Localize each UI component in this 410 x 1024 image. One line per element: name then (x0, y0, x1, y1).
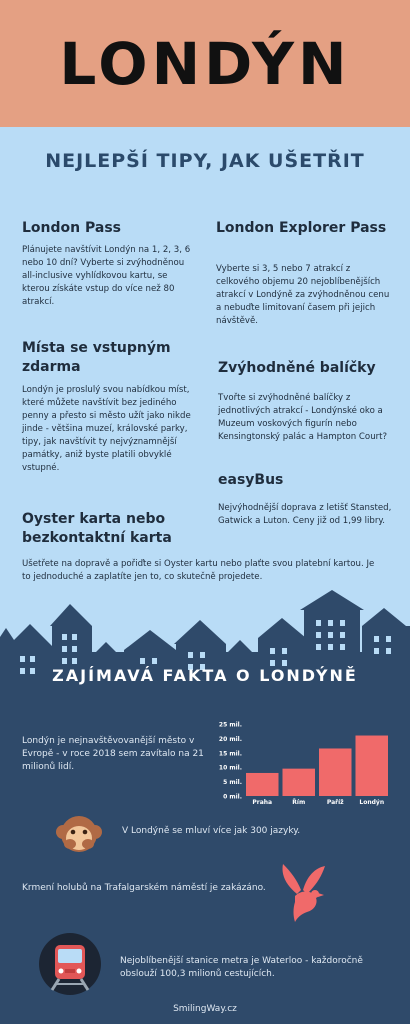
y-tick-label: 15 mil. (218, 750, 242, 758)
y-tick-label: 20 mil. (218, 735, 242, 743)
y-tick-label: 25 mil. (218, 721, 242, 729)
tip-title-free-places: Místa se vstupným zdarma (22, 340, 171, 375)
metro-train-icon (38, 932, 102, 996)
pigeon-icon (275, 862, 335, 924)
tip-text-free-places: Londýn je proslulý svou nabídkou míst, které můžete navštívit bez jediného penny a přesto si město užít jako nikde jinde - většina muzeí, královské parky, tipy, jak navštívit ty nejvýznamnější památky, aniž byste platili obvyklé vstupné. (22, 385, 191, 473)
y-tick-label: 10 mil. (218, 764, 242, 772)
x-tick-label: Řím (292, 799, 306, 806)
fact-text-pigeons: Krmení holubů na Trafalgarském náměstí je zakázáno. (22, 883, 266, 893)
tip-text-explorer-pass: Vyberte si 3, 5 nebo 7 atrakcí z celkového objemu 20 nejoblíbenějších atrakcí v Londýně za zvýhodněnou cenu a nebuďte limitovaní časem při jejich návštěvě. (216, 264, 390, 326)
fact-text-visitors: Londýn je nejnavštěvovanější město v Evropě - v roce 2018 sem zavítalo na 21 milionů lidí. (22, 736, 204, 772)
tip-title-explorer-pass: London Explorer Pass (216, 220, 387, 236)
visitors-bar-chart (215, 718, 395, 810)
x-tick-label: Praha (252, 799, 273, 806)
x-tick-label: Paříž (326, 799, 344, 806)
tip-title-easybus: easyBus (218, 472, 284, 488)
monkey-icon (55, 810, 103, 858)
y-tick-label: 0 mil. (223, 793, 242, 801)
bar-londýn (356, 736, 389, 796)
tip-text-london-pass: Plánujete navštívit Londýn na 1, 2, 3, 6 nebo 10 dní? Vyberte si zvýhodněnou all-inclusive vyhlídkovou kartu, se kterou získáte vstup do více než 80 atrakcí. (22, 245, 191, 307)
tip-title-oyster: Oyster karta nebo bezkontaktní karta (22, 511, 172, 546)
tip-text-packages: Tvořte si zvýhodněné balíčky z jednotlivých atrakcí - Londýnské oko a Muzeum voskových figurín nebo Kensingtonský palác a Hampton Court? (218, 393, 388, 442)
tip-text-easybus: Nejvýhodnější doprava z letišť Stansted, Gatwick a Luton. Ceny již od 1,99 libry. (218, 503, 392, 526)
bar-praha (246, 773, 279, 796)
page-title: LONDÝN (59, 30, 351, 98)
header-banner (0, 0, 410, 127)
bar-řím (283, 769, 316, 796)
footer-brand: SmilingWay.cz (173, 1004, 237, 1014)
facts-title: ZAJÍMAVÁ FAKTA O LONDÝNĚ (52, 666, 358, 685)
y-tick-label: 5 mil. (223, 779, 242, 787)
bar-paříž (319, 748, 352, 796)
fact-text-languages: V Londýně se mluví více jak 300 jazyky. (122, 826, 301, 836)
x-tick-label: Londýn (359, 799, 385, 806)
tips-subtitle: NEJLEPŠÍ TIPY, JAK UŠETŘIT (45, 150, 365, 172)
tip-text-oyster: Ušetřete na dopravě a pořiďte si Oyster kartu nebo plaťte svou platební kartou. Je to jednoduché a zaplatíte jen to, co skutečně projedete. (22, 559, 375, 582)
tip-title-london-pass: London Pass (22, 220, 121, 236)
fact-text-waterloo: Nejoblíbenější stanice metra je Waterloo - každoročně obslouží 100,3 milionů cestujících. (120, 956, 363, 979)
tip-title-packages: Zvýhodněné balíčky (218, 360, 376, 376)
